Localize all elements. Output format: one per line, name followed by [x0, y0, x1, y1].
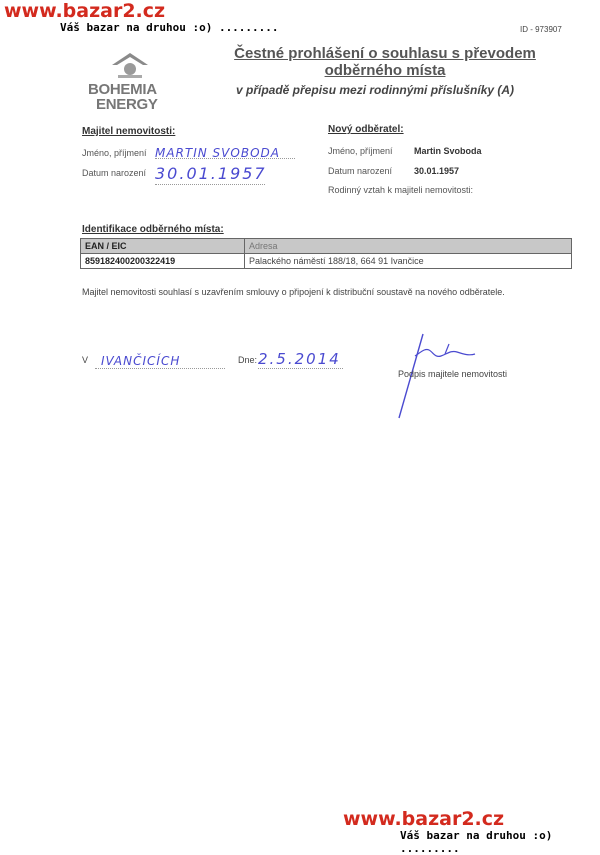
document-id: ID - 973907 — [520, 25, 562, 34]
col-address-header: Adresa — [245, 239, 572, 254]
footer-watermark-site: www.bazar2.cz — [343, 808, 505, 830]
address-value: Palackého náměstí 188/18, 664 91 Ivančice — [245, 254, 572, 269]
owner-name-value: MARTIN SVOBODA — [155, 146, 280, 160]
new-customer-dob-label: Datum narození — [328, 166, 393, 176]
place-label: V — [82, 355, 89, 365]
title-line2: odběrného místa — [324, 62, 446, 79]
new-customer-name-label: Jméno, příjmení — [328, 146, 393, 156]
ean-value: 859182400200322419 — [81, 254, 245, 269]
place-line — [95, 352, 225, 369]
logo-emblem-icon — [110, 52, 150, 82]
bohemia-energy-logo — [88, 52, 178, 112]
logo-line2: ENERGY — [96, 96, 158, 113]
document-subtitle: v případě přepisu mezi rodinnými příslušníky (A) — [236, 83, 515, 97]
table-header-row — [81, 239, 572, 254]
watermark-tagline: Váš bazar na druhou :o) ......... — [60, 21, 279, 34]
new-customer-name-value: Martin Svoboda — [414, 146, 482, 156]
col-ean-header: EAN / EIC — [81, 239, 245, 254]
identification-table — [80, 238, 572, 269]
date-label: Dne: — [238, 355, 258, 365]
owner-dob-label: Datum narození — [82, 168, 147, 178]
new-customer-heading: Nový odběratel: — [328, 124, 404, 135]
signature-label: Podpis majitele nemovitosti — [398, 369, 508, 379]
identification-heading: Identifikace odběrného místa: — [82, 224, 224, 235]
consent-text: Majitel nemovitosti souhlasí s uzavřením smlouvy o připojení k distribuční soustavě na nového odběratele. — [82, 287, 505, 297]
owner-name-label: Jméno, příjmení — [82, 148, 147, 158]
logo-line1: BOHEMIA — [88, 81, 157, 98]
new-customer-dob-value: 30.01.1957 — [414, 166, 460, 176]
owner-dob-value: 30.01.1957 — [155, 164, 267, 183]
document-title — [215, 45, 555, 79]
watermark-site: www.bazar2.cz — [4, 0, 166, 22]
owner-heading: Majitel nemovitosti: — [82, 126, 176, 137]
title-line1: Čestné prohlášení o souhlasu s převodem — [234, 45, 536, 62]
footer-watermark-tagline: Váš bazar na druhou :o) ......... — [400, 829, 553, 855]
owner-name-line — [155, 144, 295, 159]
date-line — [258, 350, 343, 369]
table-row — [81, 254, 572, 269]
date-value: 2.5.2014 — [258, 350, 341, 368]
relation-label: Rodinný vztah k majiteli nemovitosti: — [328, 185, 474, 195]
owner-dob-line — [155, 164, 265, 185]
place-value: IVANČICÍCH — [101, 354, 181, 368]
